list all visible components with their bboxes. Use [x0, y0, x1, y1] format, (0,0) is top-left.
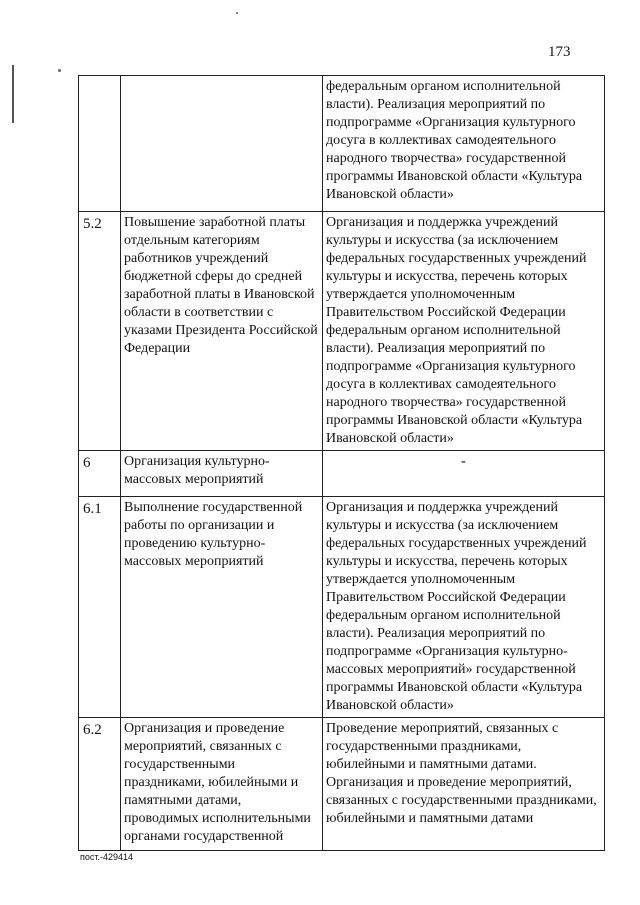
row-number-cell: 6.1 — [79, 497, 121, 718]
document-table-wrapper — [78, 75, 604, 844]
scan-margin-line — [12, 65, 14, 123]
activity-name-cell: Организация культурно-массовых мероприятий — [121, 451, 323, 497]
activity-description-cell: Организация и поддержка учреждений культуры и искусства (за исключением федеральных государственных учреждений культуры и искусства, перечень которых утверждается уполномоченным Правительством Российской Федерации федеральным органом исполнительной власти). Реализация мероприятий по подпрограмме «Организация культурно-массовых мероприятий» государственной программы Ивановской области «Культура Ивановской области» — [323, 497, 605, 718]
scan-speck — [236, 12, 238, 14]
scan-speck — [58, 69, 61, 72]
table-row — [79, 718, 605, 851]
row-number-cell: 6 — [79, 451, 121, 497]
document-footer-code: пост.-429414 — [80, 852, 134, 862]
table-row — [79, 451, 605, 497]
activity-description-cell: федеральным органом исполнительной власти). Реализация мероприятий по подпрограмме «Организация культурного досуга в коллективах самодеятельного народного творчества» государственной программы Ивановской области «Культура Ивановской области» — [323, 76, 605, 212]
activity-description-cell: Организация и поддержка учреждений культуры и искусства (за исключением федеральных государственных учреждений культуры и искусства, перечень которых утверждается уполномоченным Правительством Российской Федерации федеральным органом исполнительной власти). Реализация мероприятий по подпрограмме «Организация культурного досуга в коллективах самодеятельного народного творчества» государственной программы Ивановской области «Культура Ивановской области» — [323, 212, 605, 451]
document-table — [78, 75, 605, 851]
row-number-cell: 5.2 — [79, 212, 121, 451]
activity-name-cell — [121, 76, 323, 212]
table-row — [79, 76, 605, 212]
row-number-cell: 6.2 — [79, 718, 121, 851]
activity-name-cell: Повышение заработной платы отдельным категориям работников учреждений бюджетной сферы до средней заработной платы в Ивановской области в соответствии с указами Президента Российской Федерации — [121, 212, 323, 451]
activity-description-cell: Проведение мероприятий, связанных с государственными праздниками, юбилейными и памятными датами. Организация и проведение мероприятий, связанных с государственными праздниками, юбилейными и памятными датами — [323, 718, 605, 851]
table-row — [79, 497, 605, 718]
activity-name-cell: Организация и проведение мероприятий, связанных с государственными праздниками, юбилейными и памятными датами, проводимых исполнительными органами государственной — [121, 718, 323, 851]
row-number-cell — [79, 76, 121, 212]
activity-name-cell: Выполнение государственной работы по организации и проведению культурно-массовых мероприятий — [121, 497, 323, 718]
page-number: 173 — [548, 44, 571, 60]
activity-description-cell: - — [323, 451, 605, 497]
table-row — [79, 212, 605, 451]
